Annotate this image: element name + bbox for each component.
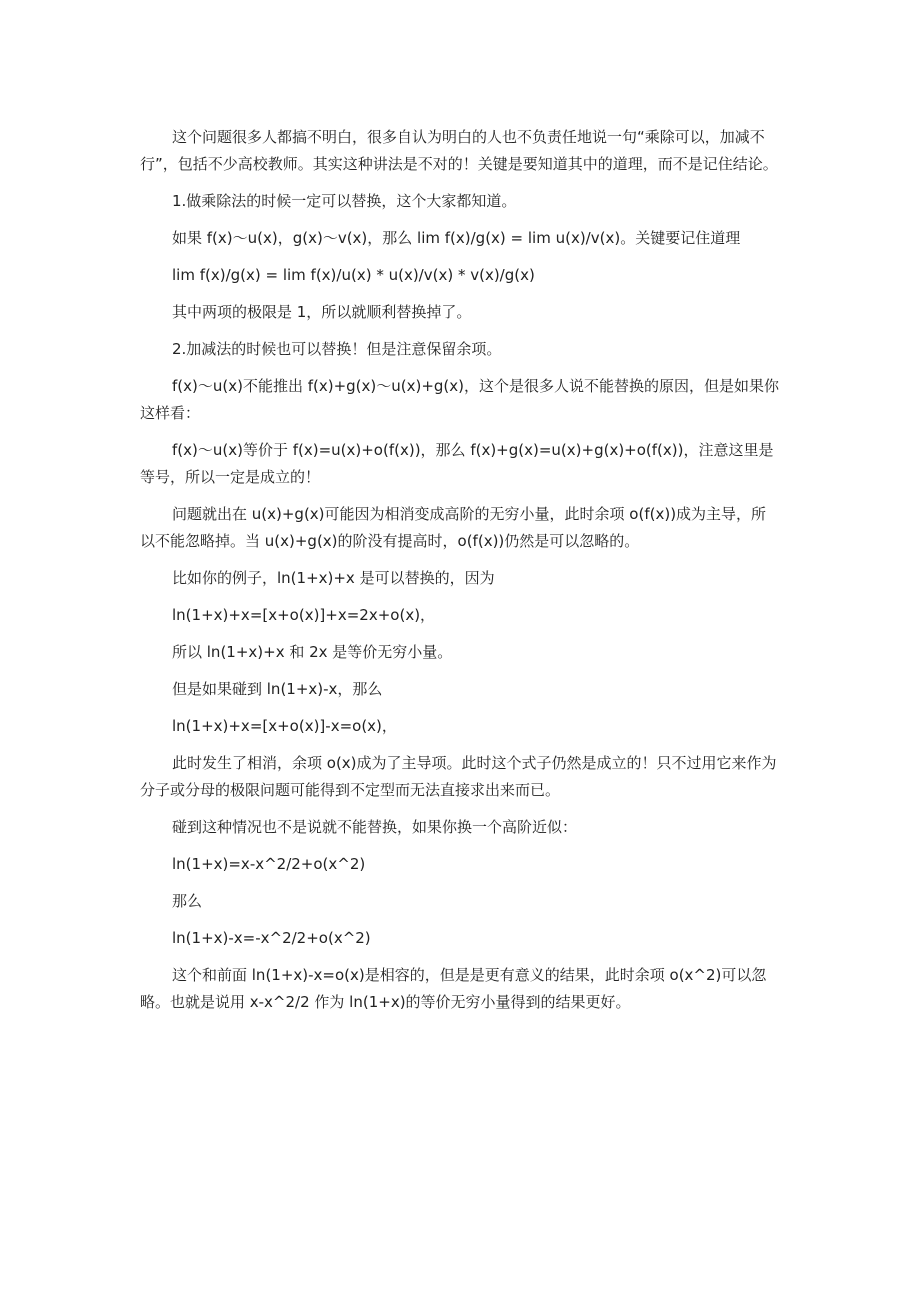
paragraph-point-1: 1.做乘除法的时候一定可以替换，这个大家都知道。 xyxy=(172,192,517,210)
paragraph-problem: 问题就出在 u(x)+g(x)可能因为相消变成高阶的无穷小量，此时余项 o(f(x))成为主导，所以不能忽略掉。当 u(x)+g(x)的阶没有提高时，o(f(x))仍然是可以忽略的。 xyxy=(140,505,767,550)
formula-example-1: ln(1+x)+x=[x+o(x)]+x=2x+o(x)， xyxy=(172,606,436,624)
paragraph-point-2: 2.加减法的时候也可以替换！但是注意保留余项。 xyxy=(172,340,502,358)
paragraph-cancellation: 此时发生了相消，余项 o(x)成为了主导项。此时这个式子仍然是成立的！只不过用它来作为分子或分母的极限问题可能得到不定型而无法直接求出来而已。 xyxy=(140,754,777,799)
formula-limit: lim f(x)/g(x) = lim f(x)/u(x) * u(x)/v(x) * v(x)/g(x) xyxy=(172,266,535,284)
paragraph-example: 比如你的例子，ln(1+x)+x 是可以替换的，因为 xyxy=(172,569,495,587)
paragraph-equivalent-form: f(x)～u(x)等价于 f(x)=u(x)+o(f(x))，那么 f(x)+g(x)=u(x)+g(x)+o(f(x))，注意这里是等号，所以一定是成立的！ xyxy=(140,441,774,486)
article-body xyxy=(140,124,780,1026)
formula-result: ln(1+x)-x=-x^2/2+o(x^2) xyxy=(172,929,371,947)
paragraph-not-implied: f(x)～u(x)不能推出 f(x)+g(x)～u(x)+g(x)，这个是很多人说不能替换的原因，但是如果你这样看： xyxy=(140,377,780,422)
paragraph-equivalence: 如果 f(x)～u(x)，g(x)～v(x)，那么 lim f(x)/g(x) = lim u(x)/v(x)。关键要记住道理 xyxy=(172,229,741,247)
paragraph-then: 那么 xyxy=(172,892,203,910)
formula-example-2: ln(1+x)+x=[x+o(x)]-x=o(x)， xyxy=(172,717,397,735)
paragraph-intro: 这个问题很多人都搞不明白，很多自认为明白的人也不负责任地说一句“乘除可以，加减不行”，包括不少高校教师。其实这种讲法是不对的！关键是要知道其中的道理，而不是记住结论。 xyxy=(140,128,778,173)
paragraph-higher-order: 碰到这种情况也不是说就不能替换，如果你换一个高阶近似： xyxy=(172,818,578,836)
formula-taylor: ln(1+x)=x-x^2/2+o(x^2) xyxy=(172,855,366,873)
paragraph-final: 这个和前面 ln(1+x)-x=o(x)是相容的，但是是更有意义的结果，此时余项 o(x^2)可以忽略。也就是说用 x-x^2/2 作为 ln(1+x)的等价无穷小量得到的结果更好。 xyxy=(140,966,767,1011)
paragraph-limit-note: 其中两项的极限是 1，所以就顺利替换掉了。 xyxy=(172,303,472,321)
paragraph-counter-example: 但是如果碰到 ln(1+x)-x，那么 xyxy=(172,680,383,698)
paragraph-example-conclusion: 所以 ln(1+x)+x 和 2x 是等价无穷小量。 xyxy=(172,643,453,661)
